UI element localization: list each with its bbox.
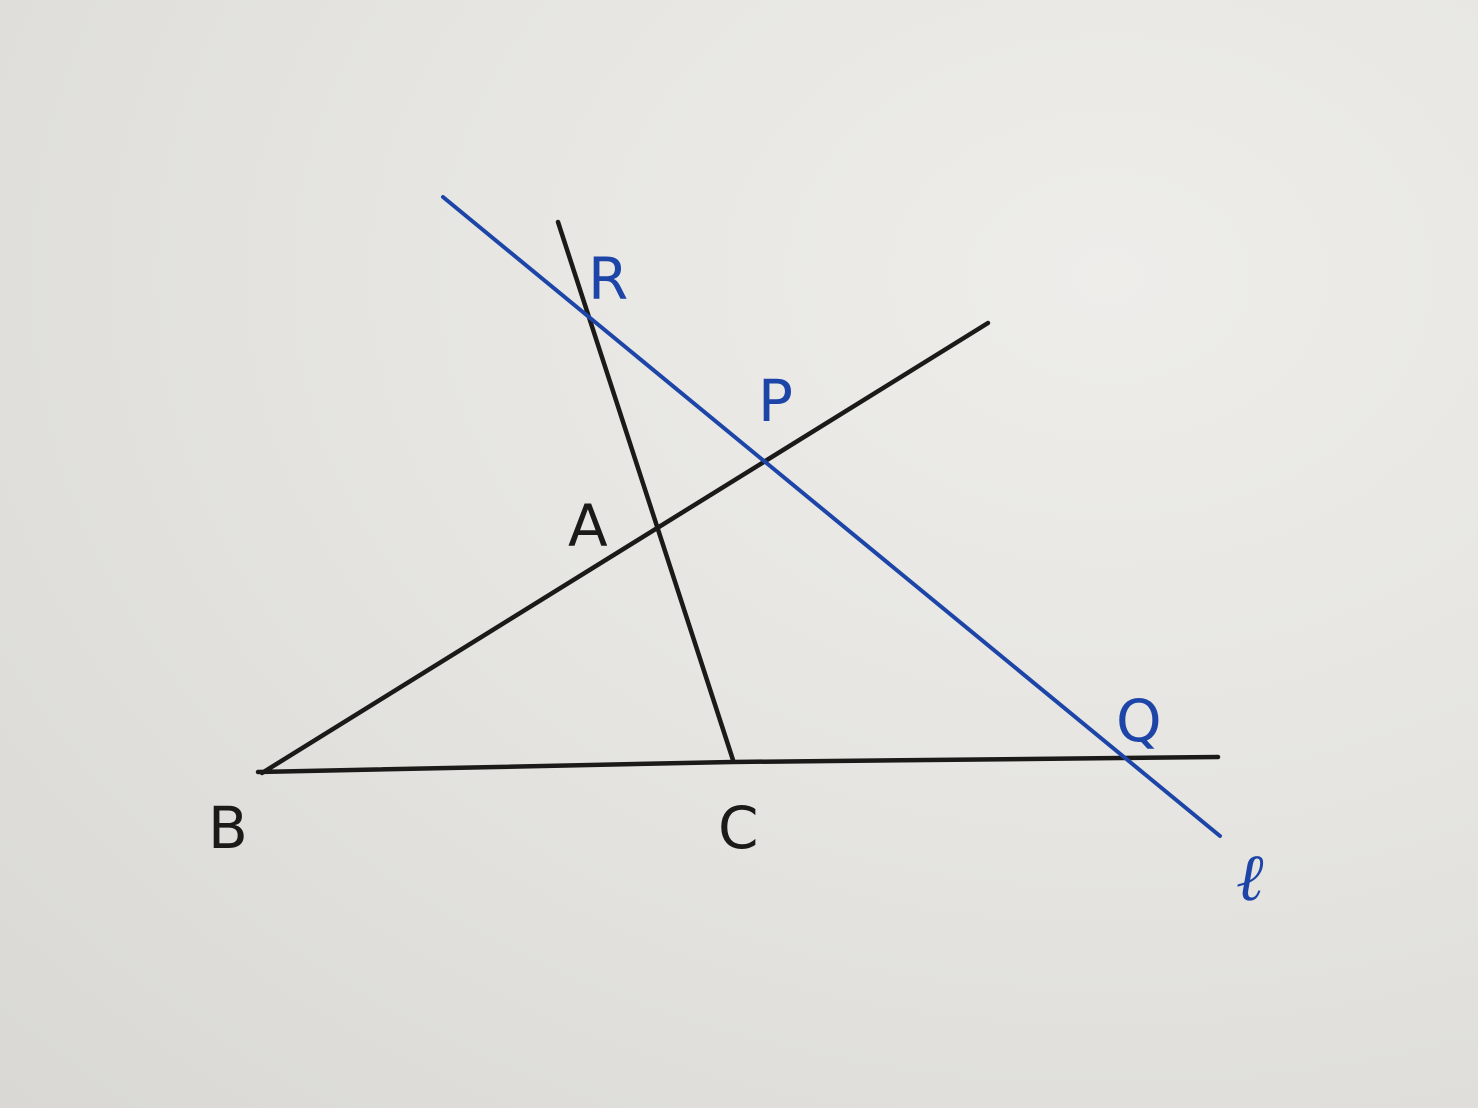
line-bp-extended bbox=[262, 323, 988, 773]
line-ca-extended bbox=[558, 222, 733, 760]
label-b: B bbox=[208, 794, 248, 862]
label-c: C bbox=[718, 794, 759, 862]
label-q: Q bbox=[1116, 687, 1162, 755]
label-p: P bbox=[758, 367, 793, 435]
label-a: A bbox=[568, 492, 608, 560]
label-l: ℓ bbox=[1236, 839, 1264, 916]
label-r: R bbox=[588, 245, 629, 313]
line-bq bbox=[258, 757, 1218, 772]
line-l bbox=[443, 197, 1220, 836]
